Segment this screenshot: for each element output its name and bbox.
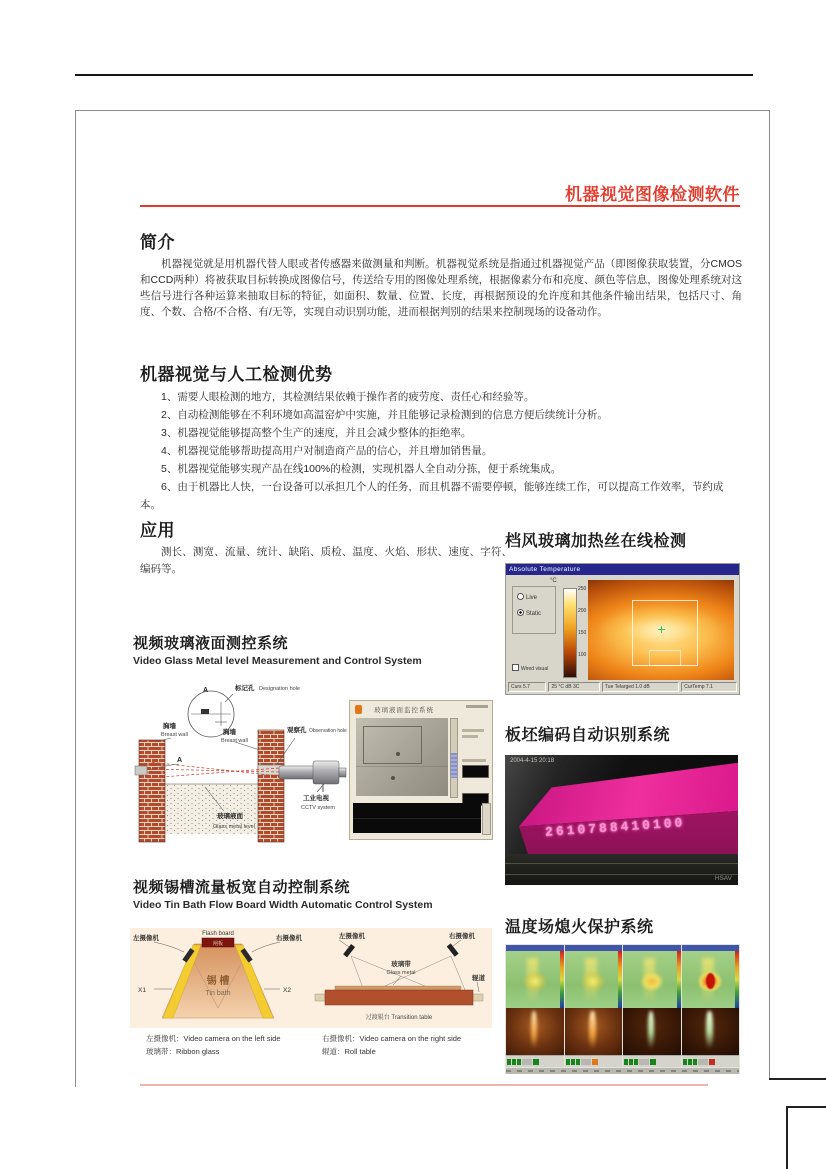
temp-panel bbox=[682, 945, 740, 1067]
flash-board-cn: 闸板 bbox=[212, 941, 224, 947]
label-a-arrow: A bbox=[177, 757, 183, 764]
tin-bath-diagrams bbox=[130, 928, 492, 1028]
thermal-options-box bbox=[512, 586, 556, 634]
right-stub bbox=[473, 994, 483, 1001]
caption-line: 右摄像机：Video camera on the right side bbox=[322, 1034, 462, 1043]
caption-right bbox=[322, 1032, 494, 1058]
transition-table-view bbox=[305, 928, 492, 1028]
furnace-structure bbox=[363, 726, 422, 764]
transition-label: 过渡辊台 Transition table bbox=[365, 1015, 433, 1021]
panel-status bbox=[506, 1055, 564, 1067]
temp-field-grid bbox=[505, 944, 740, 1074]
label-level-cn: 玻璃液面 bbox=[217, 813, 243, 820]
slab-heading: 板坯编码自动识别系统 bbox=[505, 727, 671, 744]
label-cctv-cn: 工业电视 bbox=[303, 795, 329, 802]
video-timestamp: 2004-4-15 20:18 bbox=[510, 758, 555, 764]
top-rule bbox=[75, 74, 753, 76]
panel-text-bar bbox=[462, 759, 486, 762]
radio-selected-icon bbox=[517, 609, 524, 616]
content-frame-top bbox=[75, 110, 770, 111]
app-logo-icon bbox=[355, 705, 362, 714]
transition-table-bar bbox=[325, 990, 473, 1005]
x1-label: X1 bbox=[138, 987, 146, 994]
page-title: 机器视觉图像检测软件 bbox=[565, 185, 740, 204]
glass-cn-label: 玻璃带 bbox=[391, 961, 411, 968]
advantage-item: 3、机器视觉能够提高整个生产的速度，并且会减少整体的拒绝率。 bbox=[161, 427, 472, 439]
video-watermark: HSAV bbox=[714, 875, 732, 882]
content-frame-left bbox=[75, 110, 76, 1087]
flame-view bbox=[682, 1008, 740, 1055]
caption-left bbox=[146, 1032, 318, 1058]
panel-status bbox=[623, 1055, 681, 1067]
slab-photo bbox=[505, 755, 738, 885]
left-camera-icon bbox=[343, 944, 355, 957]
x2-label: X2 bbox=[283, 987, 291, 994]
thermal-image bbox=[588, 580, 734, 680]
color-scale bbox=[560, 951, 564, 1008]
status-cell: Tue Telarged 1.0 dB bbox=[602, 682, 679, 692]
label-observation-cn: 观察孔 bbox=[287, 727, 307, 734]
bottom-pink-rule bbox=[140, 1084, 708, 1086]
bath-cn-label: 锡 槽 bbox=[206, 976, 230, 987]
applications-body: 测长、测宽、流量、统计、缺陷、质检、温度、火焰、形状、速度、字符、编码等。 bbox=[140, 546, 512, 575]
temperature-scale bbox=[563, 588, 577, 678]
roller-line bbox=[505, 863, 738, 864]
scale-tick: 200 bbox=[578, 608, 587, 614]
trend-chart bbox=[353, 803, 481, 833]
slab-code: 2610788410100 bbox=[544, 815, 686, 840]
bottom-right-line-3 bbox=[786, 1106, 788, 1169]
advantage-item: 2、自动检测能够在不利环境如高温窑炉中实施，并且能够记录检测到的信息方便后续统计分析。 bbox=[161, 409, 608, 421]
level-slider bbox=[450, 718, 458, 798]
right-camera-icon bbox=[447, 943, 459, 956]
tin-bath-heading: 视频锡槽流量板宽自动控制系统 bbox=[133, 879, 351, 896]
trend-scrollbar bbox=[482, 803, 491, 835]
advantage-item: 1、需要人眼检测的地方，其检测结果依赖于操作者的疲劳度、责任心和经验等。 bbox=[161, 391, 535, 403]
label-designation-cn: 标记孔 bbox=[235, 685, 255, 692]
window-controls bbox=[466, 705, 488, 708]
camera-view bbox=[356, 718, 448, 796]
label-level-en: Glass metal level bbox=[213, 824, 255, 830]
grid-bottom-strip bbox=[506, 1068, 739, 1074]
label-cctv-en: CCTV system bbox=[301, 805, 335, 811]
label-breast-en-mid: Breast wall bbox=[221, 738, 248, 744]
advantage-item: 4、机器视觉能够帮助提高用户对制造商产品的信心，并且增加销售量。 bbox=[161, 445, 493, 457]
content-frame-right bbox=[769, 110, 770, 1079]
temp-field-heading: 温度场熄火保护系统 bbox=[505, 919, 654, 936]
bottom-right-line-2 bbox=[786, 1106, 826, 1108]
thermal-title-bar: Absolute Temperature bbox=[506, 564, 739, 575]
marker-dot bbox=[391, 776, 395, 780]
advantages-list bbox=[140, 388, 742, 514]
label-designation-en: Designation hole bbox=[259, 686, 300, 692]
thermal-map bbox=[565, 951, 623, 1008]
label-breast-en-left: Breast wall bbox=[161, 732, 188, 738]
glass-en-label: Glass metal bbox=[386, 970, 416, 976]
caption-line: 左摄像机：Video camera on the left side bbox=[146, 1034, 281, 1043]
roi-rectangle-small bbox=[649, 650, 680, 666]
radio-live: Live bbox=[517, 593, 537, 601]
glass-level-monitor-window bbox=[349, 700, 493, 840]
tin-bath-top-view bbox=[130, 928, 305, 1028]
roller-line bbox=[505, 874, 738, 875]
panel-text-bar bbox=[462, 735, 478, 738]
right-camera-label: 右摄像机 bbox=[276, 935, 302, 942]
advantage-item: 6、由于机器比人快，一台设备可以承担几个人的任务，而且机器不需要停顿，能够连续工作，可以提高工作效率，节约成本。 bbox=[140, 481, 724, 511]
readout-display bbox=[462, 765, 489, 778]
caption-line: 玻璃带：Ribbon glass bbox=[146, 1047, 220, 1056]
glass-level-subheading: Video Glass Metal level Measurement and Control System bbox=[133, 655, 422, 667]
roll-label: 辊道 bbox=[472, 975, 485, 982]
status-cell: 25 °C dB 3C bbox=[548, 682, 599, 692]
color-scale bbox=[735, 951, 739, 1008]
left-camera-label: 左摄像机 bbox=[339, 933, 365, 940]
flame-view bbox=[623, 1008, 681, 1055]
intro-body: 机器视觉就是用机器代替人眼或者传感器来做测量和判断。机器视觉系统是指通过机器视觉产品（即图像获取装置，分CMOS和CCD两种）将被获取目标转换成图像信号，传送给专用的图像处理系统，根据像素分布和亮度、颜色等信息，图像处理系统对这些信号进行各种运算来抽取目标的特征，如面积、数量、位置、长度，再根据预设的允许度和其他条件输出结果，包括尺寸、角度、个数、合格/不合格、有/无等，实现自动识别功能，进而根据判别的结果来控制现场的设备动作。 bbox=[140, 258, 742, 318]
advantages-heading: 机器视觉与人工检测优势 bbox=[140, 365, 333, 384]
applications-heading: 应用 bbox=[140, 521, 175, 540]
thermal-map bbox=[506, 951, 564, 1008]
tin-bath-subheading: Video Tin Bath Flow Board Width Automatic Control System bbox=[133, 899, 433, 911]
advantage-item: 5、机器视觉能够实现产品在线100%的检测，实现机器人全自动分拣，便于系统集成。 bbox=[161, 463, 562, 475]
right-camera-label: 右摄像机 bbox=[449, 933, 475, 940]
caption-line: 辊道：Roll table bbox=[322, 1047, 376, 1056]
checkbox-icon bbox=[512, 664, 519, 671]
flame-view bbox=[506, 1008, 564, 1055]
scale-unit: °C bbox=[550, 578, 557, 584]
windshield-heading: 档风玻璃加热丝在线检测 bbox=[505, 533, 687, 550]
glass-level-diagram bbox=[127, 682, 349, 854]
bottom-right-line-1 bbox=[769, 1078, 826, 1080]
furnace-line bbox=[356, 766, 448, 767]
trend-baseline bbox=[353, 818, 481, 819]
center-marker bbox=[658, 629, 665, 630]
roller-table bbox=[505, 854, 738, 885]
thermal-imaging-window bbox=[505, 563, 740, 695]
label-breast-cn-left: 胸墙 bbox=[163, 723, 176, 730]
scale-tick: 250 bbox=[578, 586, 587, 592]
panel-text-bar bbox=[462, 729, 484, 732]
cctv-camera bbox=[279, 761, 346, 792]
status-cell: CurTemp 7.1 bbox=[681, 682, 737, 692]
panel-status bbox=[682, 1055, 740, 1067]
bath-en-label: Tin bath bbox=[205, 990, 231, 997]
flame-view bbox=[565, 1008, 623, 1055]
color-scale bbox=[677, 951, 681, 1008]
temp-panel bbox=[623, 945, 681, 1067]
monitor-title: 玻璃液面监控系统 bbox=[374, 707, 434, 714]
temp-panel bbox=[565, 945, 623, 1067]
radio-icon bbox=[517, 593, 524, 600]
radio-static: Static bbox=[517, 609, 541, 617]
scale-tick: 100 bbox=[578, 652, 587, 658]
thermal-map bbox=[682, 951, 740, 1008]
left-camera-label: 左摄像机 bbox=[133, 935, 159, 942]
thermal-map bbox=[623, 951, 681, 1008]
thermal-status-bar bbox=[508, 682, 737, 692]
thermal-checkbox: Wired visual bbox=[512, 664, 548, 672]
slider-segment bbox=[451, 753, 457, 778]
left-stub bbox=[315, 994, 325, 1001]
label-a: A bbox=[203, 687, 209, 694]
panel-status bbox=[565, 1055, 623, 1067]
temp-panel bbox=[506, 945, 564, 1067]
intro-heading: 简介 bbox=[140, 233, 175, 252]
color-scale bbox=[618, 951, 622, 1008]
flash-board-label: Flash board bbox=[202, 931, 234, 937]
status-cell: Curs 5.7 bbox=[508, 682, 546, 692]
title-rule bbox=[140, 205, 740, 207]
scale-tick: 150 bbox=[578, 630, 587, 636]
label-observation-en: Observation hole bbox=[309, 728, 347, 734]
label-breast-cn-mid: 胸墙 bbox=[223, 729, 236, 736]
glass-level-heading: 视频玻璃液面测控系统 bbox=[133, 635, 289, 652]
